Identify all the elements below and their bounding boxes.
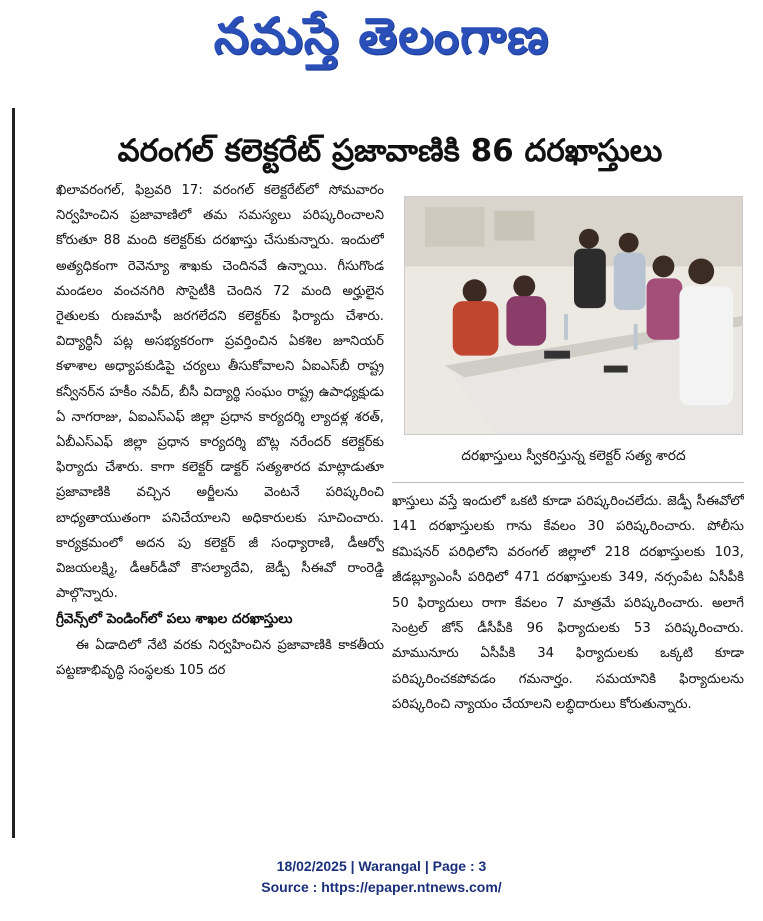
photo-illustration (405, 197, 742, 434)
edition-info: 18/02/2025 | Warangal | Page : 3 (276, 858, 487, 874)
masthead (0, 0, 763, 78)
source-link[interactable]: Source : https://epaper.ntnews.com/ (261, 879, 502, 895)
newspaper-logo: నమస్తే తెలంగాణ (213, 7, 550, 65)
photo-caption: దరఖాస్తులు స్వీకరిస్తున్న కలెక్టర్ సత్య శారద (461, 448, 686, 464)
article-photo (404, 196, 743, 435)
article-left-column (56, 178, 384, 838)
article-body-paragraph: ఖిలావరంగల్, ఫిబ్రవరి 17: వరంగల్ కలెక్టరేట్‌లో సోమవారం నిర్వహించిన ప్రజావాణిలో తమ సమస్యలు పరిష్కరించాలని కోరుతూ 88 మంది కలెక్టర్‌కు దరఖాస్తు చేసుకున్నారు. ఇందులో అత్యధికంగా రెవెన్యూ శాఖకు చెందినవే ఉన్నాయి. గీసుగొండ మండలం వంచనగిరి సొసైటీకి చెందిన 72 మంది అర్హులైన రైతులకు రుణమాఫీ జరగలేదని కలెక్టర్‌కు ఫిర్యాదు చేశారు. విద్యార్థినీ పట్ల అసభ్యకరంగా ప్రవర్తించిన ఏకశిల జూనియర్ కళాశాల అధ్యాపకుడిపై చర్యలు తీసుకోవాలని ఏఐఎస్‌బీ రాష్ట్ర కన్వీనర్‌న హకీం నవీద్, బీసీ విద్యార్థి సంఘం రాష్ట్ర ఉపాధ్యక్షుడు ఏ నాగరాజు, ఏఐఎస్‌ఎఫ్ జిల్లా ప్రధాన కార్యదర్శి ల్యాదళ్ల శరత్, ఏబీఎస్‌ఎఫ్ జిల్లా ప్రధాన కార్యదర్శి బొట్ల నరేందర్ కలెక్టర్‌కు ఫిర్యాదు చేశారు. కాగా కలెక్టర్ డాక్టర్ సత్యశారద మాట్లాడుతూ ప్రజావాణికి వచ్చిన అర్జీలను వెంటనే పరిష్కరించి బాధ్యతాయుతంగా పనిచేయాలని అధికారులకు సూచించారు. కార్యక్రమంలో అదన పు కలెక్టర్ జీ సంధ్యారాణి, డీఆర్వో విజయలక్ష్మి, డీఆర్‌డీవో కౌసల్యాదేవి, జెడ్పీ సీఈవో రాంరెడ్డి పాల్గొన్నారు. (56, 183, 384, 602)
article-body-paragraph-2: ఈ ఏడాదిలో నేటి వరకు నిర్వహించిన ప్రజావాణికి కాకతీయ పట్టణాభివృద్ధి సంస్థలకు 105 దర (56, 637, 384, 678)
article-right-column (392, 482, 744, 832)
article-headline: వరంగల్ కలెక్టరేట్ ప్రజావాణికి 86 దరఖాస్తులు (117, 133, 663, 169)
article-body-paragraph-3: ఖాస్తులు వస్తే ఇందులో ఒకటి కూడా పరిష్కరించలేదు. జెడ్పీ సీఈవోలో 141 దరఖాస్తులకు గాను కేవలం 30 పరిష్కరించారు. పోలీసు కమిషనర్ పరిధిలోని వరంగల్ జిల్లాలో 218 దరఖాస్తులకు 103, జీడబ్ల్యూఎంసీ పరిధిలో 471 దరఖాస్తులకు 349, నర్సంపేట ఏసీపీకి 50 ఫిర్యాదులు రాగా కేవలం 7 మాత్రమే పరిష్కరించారు. అలాగే సెంట్రల్ జోన్ డీసీపీకి 96 ఫిర్యాదులకు 53 పరిష్కరించారు. మామునూరు ఏసీపీకి 34 ఫిర్యాదులకు ఒక్కటి కూడా పరిష్కరించకపోవడం గమనార్హం. సమయానికి ఫిర్యాదులను పరిష్కరించి న్యాయం చేయాలని లబ్ధిదారులు కోరుతున్నారు. (392, 494, 744, 713)
page-footer (0, 856, 763, 898)
article-subheading: గ్రీవెన్స్‌లో పెండింగ్‌లో పలు శాఖల దరఖాస్తులు (56, 611, 293, 628)
